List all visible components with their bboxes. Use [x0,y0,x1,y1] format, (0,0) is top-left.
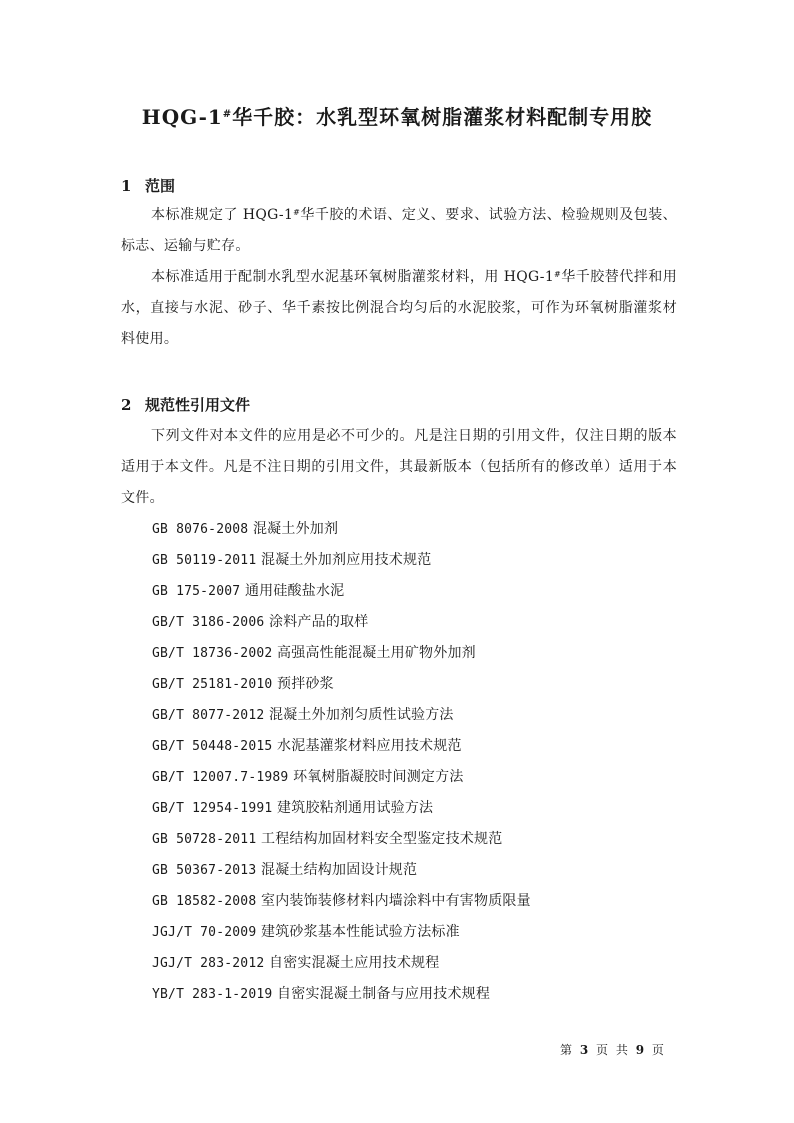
reference-item: GB 50119-2011 混凝土外加剂应用技术规范 [152,552,432,568]
reference-item: YB/T 283-1-2019 自密实混凝土制备与应用技术规程 [152,986,491,1002]
document-title: HQG-1#华千胶：水乳型环氧树脂灌浆材料配制专用胶 [141,105,653,129]
reference-item: GB 50728-2011 工程结构加固材料安全型鉴定技术规范 [152,831,503,847]
section-2-intro: 下列文件对本文件的应用是必不可少的。凡是注日期的引用文件，仅注日期的版本适用于本文件。凡是不注日期的引用文件，其最新版本（包括所有的修改单）适用于本文件。 [121,428,677,506]
section-1-paragraph-2: 本标准适用于配制水乳型水泥基环氧树脂灌浆材料，用 HQG-1#华千胶替代拌和用水，直接与水泥、砂子、华千素按比例混合均匀后的水泥胶浆，可作为环氧树脂灌浆材料使用。 [121,269,678,347]
reference-item: GB/T 12007.7-1989 环氧树脂凝胶时间测定方法 [152,769,464,785]
reference-item: GB 175-2007 通用硅酸盐水泥 [152,583,345,599]
section-1-paragraph-1: 本标准规定了 HQG-1#华千胶的术语、定义、要求、试验方法、检验规则及包装、标志、运输与贮存。 [121,207,677,254]
footer-prefix: 第 [560,1043,575,1057]
reference-item: GB/T 18736-2002 高强高性能混凝土用矿物外加剂 [152,645,476,661]
total-page-count: 9 [635,1043,647,1057]
reference-item: GB 18582-2008 室内装饰装修材料内墙涂料中有害物质限量 [152,893,531,909]
reference-item: GB/T 50448-2015 水泥基灌浆材料应用技术规范 [152,738,462,754]
reference-list [152,514,531,1010]
reference-item: GB/T 3186-2006 涂料产品的取样 [152,614,369,630]
reference-item: JGJ/T 283-2012 自密实混凝土应用技术规程 [152,955,440,971]
reference-item: JGJ/T 70-2009 建筑砂浆基本性能试验方法标准 [152,924,460,940]
footer-suffix: 页 [651,1043,666,1057]
current-page-number: 3 [579,1043,591,1057]
section-1-heading: 1 范围 [121,177,176,195]
reference-item: GB 8076-2008 混凝土外加剂 [152,521,339,537]
reference-item: GB 50367-2013 混凝土结构加固设计规范 [152,862,418,878]
footer-middle: 页 共 [596,1043,630,1057]
reference-item: GB/T 25181-2010 预拌砂浆 [152,676,334,692]
reference-item: GB/T 12954-1991 建筑胶粘剂通用试验方法 [152,800,434,816]
section-2-heading: 2 规范性引用文件 [121,396,251,414]
reference-item: GB/T 8077-2012 混凝土外加剂匀质性试验方法 [152,707,454,723]
page-footer [560,1041,680,1059]
